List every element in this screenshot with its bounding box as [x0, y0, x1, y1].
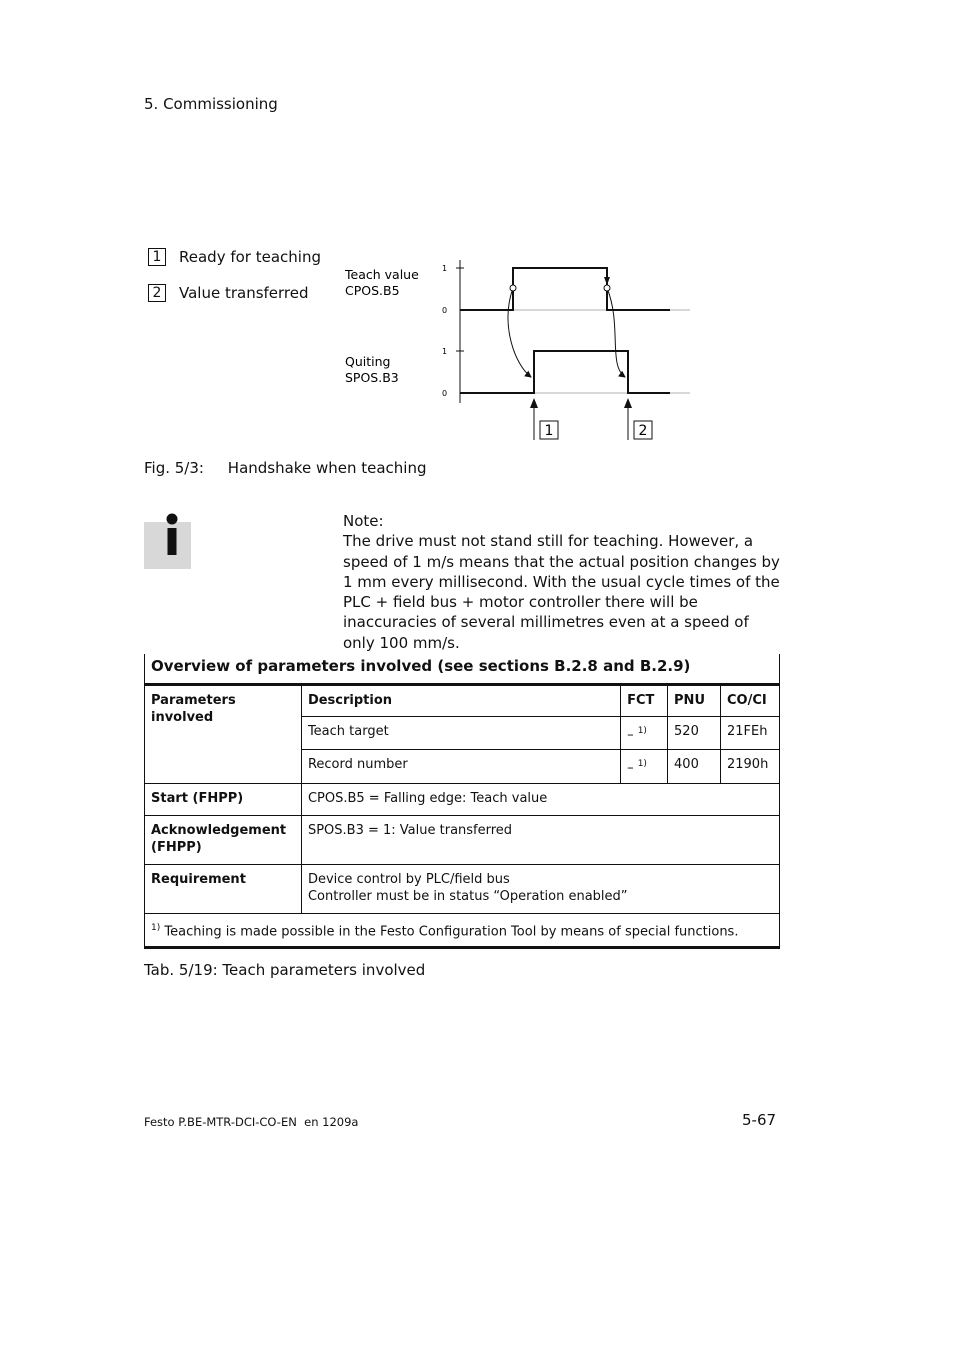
footnote-mark: 1)	[151, 922, 161, 933]
table-title: Overview of parameters involved (see sections B.2.8 and B.2.9)	[151, 657, 691, 675]
legend-label: Ready for teaching	[179, 248, 321, 266]
table-footnote-row	[145, 913, 780, 947]
marker-arrow-1	[530, 398, 538, 408]
start-value: CPOS.B5 = Falling edge: Teach value	[301, 783, 779, 815]
pnu-cell: 520	[668, 717, 721, 750]
edge-marker	[604, 285, 610, 291]
marker-number-1: 1	[544, 423, 554, 439]
section-header: 5. Commissioning	[144, 95, 278, 113]
requirement-line: Controller must be in status “Operation enabled”	[307, 888, 628, 904]
figure-caption: Fig. 5/3: Handshake when teaching	[144, 459, 427, 477]
ack-value: SPOS.B3 = 1: Value transferred	[301, 815, 779, 864]
signal2-name: Quiting	[345, 354, 391, 369]
note-body: The drive must not stand still for teaching. However, a speed of 1 m/s means that the actual position changes by 1 mm every millisecond. With the usual cycle times of the PLC + field bus + motor controller there will be inaccuracies of several millimetres even at a speed of only 100 mm/s.	[343, 532, 780, 652]
table-row-start	[145, 783, 780, 815]
coci-header: CO/CI	[720, 685, 779, 717]
desc-cell: Record number	[301, 750, 620, 783]
signal2-high-label: 1	[442, 347, 448, 356]
fct-header: FCT	[621, 685, 668, 717]
ack-label: Acknowledgement (FHPP)	[145, 815, 302, 864]
edge-arrow	[604, 277, 610, 285]
fct-value: –	[627, 727, 634, 743]
table-caption: Tab. 5/19: Teach parameters involved	[144, 961, 426, 979]
signal1-waveform	[460, 268, 670, 310]
start-label: Start (FHPP)	[145, 783, 302, 815]
legend-item-1	[148, 248, 321, 266]
fct-cell	[621, 717, 668, 750]
footer-document-id: Festo P.BE-MTR-DCI-CO-EN en 1209a	[144, 1115, 359, 1129]
desc-header: Description	[301, 685, 620, 717]
signal1-high-label: 1	[442, 264, 448, 273]
signal2-low-label: 0	[442, 389, 448, 398]
legend-number: 1	[148, 248, 166, 266]
page-number: 5-67	[742, 1111, 777, 1129]
params-header: Parameters involved	[145, 685, 302, 784]
signal2-bit: SPOS.B3	[345, 370, 399, 385]
marker-arrow-2	[624, 398, 632, 408]
signal1-name: Teach value	[345, 267, 419, 282]
timing-diagram	[340, 255, 700, 449]
signal1-low-label: 0	[442, 306, 448, 315]
note-block	[343, 511, 783, 653]
info-icon	[144, 512, 191, 569]
fct-cell	[621, 750, 668, 783]
pnu-header: PNU	[668, 685, 721, 717]
handshake-arrow-1	[508, 288, 531, 377]
requirement-line: Device control by PLC/field bus	[307, 871, 510, 887]
table-row-requirement	[145, 864, 780, 913]
signal2-waveform	[460, 351, 670, 393]
footnote-ref: 1)	[637, 759, 647, 770]
table-row-ack	[145, 815, 780, 864]
footnote-cell	[145, 913, 780, 947]
handshake-arrow-2	[607, 288, 625, 377]
requirement-value	[301, 864, 779, 913]
timing-diagram-svg	[340, 255, 700, 445]
pnu-cell: 400	[668, 750, 721, 783]
desc-cell: Teach target	[301, 717, 620, 750]
marker-number-2: 2	[638, 423, 648, 439]
legend-item-2	[148, 284, 309, 302]
note-title: Note:	[343, 512, 384, 530]
parameters-table	[144, 654, 780, 949]
legend-label: Value transferred	[179, 284, 309, 302]
table-title-row	[145, 654, 780, 685]
signal1-bit: CPOS.B5	[345, 283, 400, 298]
requirement-label: Requirement	[145, 864, 302, 913]
fct-value: –	[627, 760, 634, 776]
edge-marker	[510, 285, 516, 291]
legend-number: 2	[148, 284, 166, 302]
footnote-ref: 1)	[637, 726, 647, 736]
footnote-text: Teaching is made possible in the Festo Configuration Tool by means of special functions.	[164, 923, 739, 939]
table-header-row	[145, 685, 780, 717]
coci-cell: 21FEh	[720, 717, 779, 750]
coci-cell: 2190h	[720, 750, 779, 783]
